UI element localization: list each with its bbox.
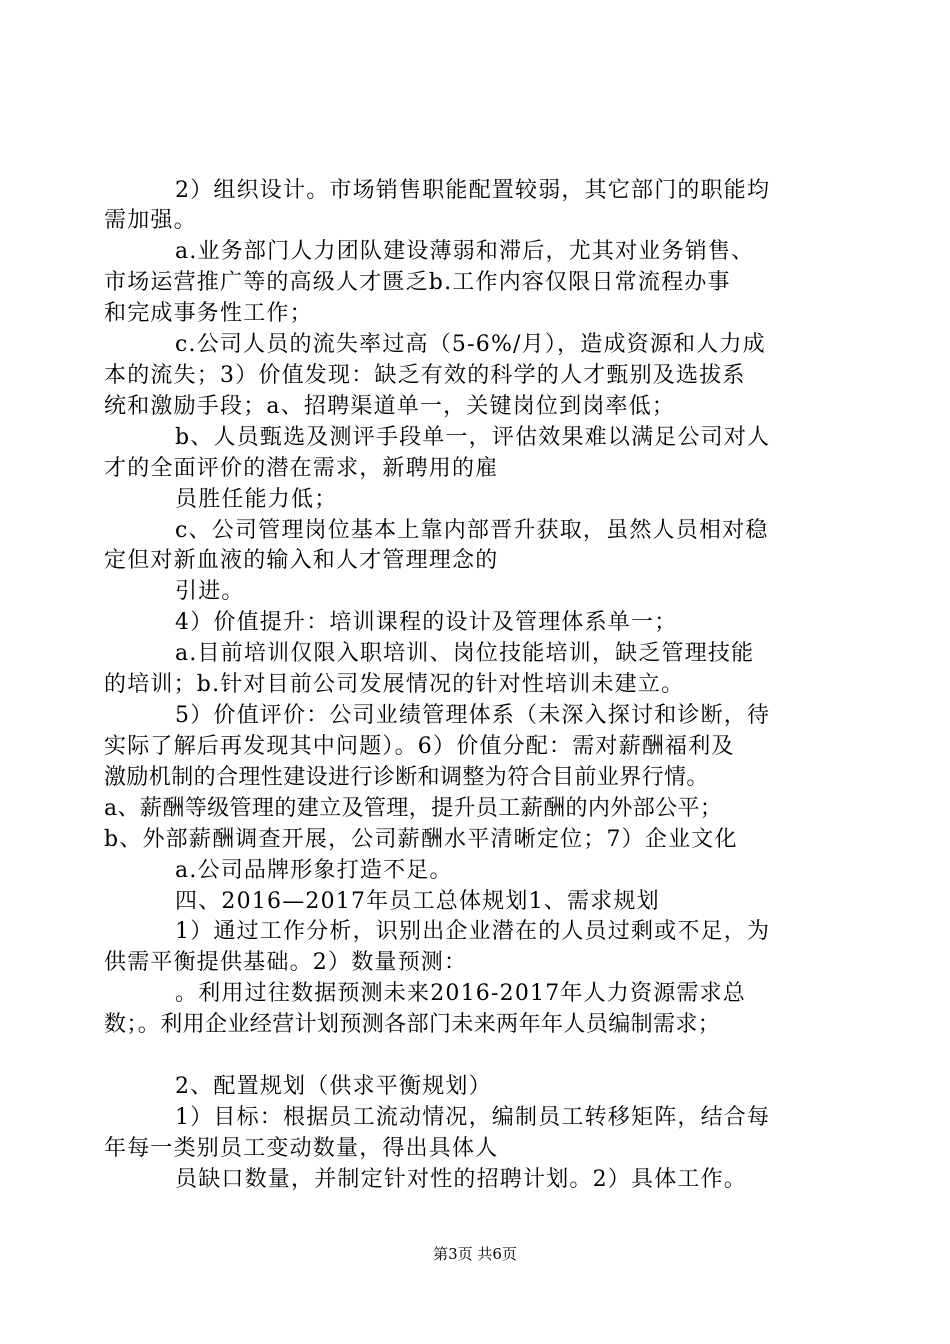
- paragraph-line: a、薪酬等级管理的建立及管理，提升员工薪酬的内外部公平；: [104, 796, 723, 821]
- paragraph-line: 年每一类别员工变动数量，得出具体人: [104, 1136, 499, 1161]
- paragraph-line: 本的流失；3）价值发现：缺乏有效的科学的人才甄别及选拔系: [104, 363, 746, 388]
- paragraph-line: 的培训；b.针对目前公司发展情况的针对性培训未建立。: [104, 672, 685, 697]
- section-heading: 2、配置规划（供求平衡规划）: [175, 1074, 492, 1099]
- paragraph-line: a.公司品牌形象打造不足。: [175, 858, 453, 883]
- paragraph-line: 需加强。: [104, 208, 197, 233]
- paragraph-line: 4）价值提升：培训课程的设计及管理体系单一；: [175, 610, 678, 635]
- paragraph-line: 1）目标：根据员工流动情况，编制员工转移矩阵，结合每: [175, 1105, 771, 1130]
- paragraph-line: 和完成事务性工作；: [104, 301, 313, 326]
- paragraph-line: 员胜任能力低；: [175, 487, 338, 512]
- section-heading: 四、2016—2017年员工总体规划1、需求规划: [175, 889, 660, 914]
- paragraph-line: 数；。利用企业经营计划预测各部门未来两年年人员编制需求；: [104, 1012, 721, 1037]
- paragraph-line: c、公司管理岗位基本上靠内部晋升获取，虽然人员相对稳: [175, 518, 769, 543]
- paragraph-line: c.公司人员的流失率过高（5-6%/月），造成资源和人力成: [175, 332, 766, 357]
- paragraph-line: 实际了解后再发现其中问题）。6）价值分配：需对薪酬福利及: [104, 734, 735, 759]
- paragraph-line: 员缺口数量，并制定针对性的招聘计划。2）具体工作。: [175, 1167, 747, 1192]
- paragraph-line: a.目前培训仅限入职培训、岗位技能培训，缺乏管理技能: [175, 641, 755, 666]
- paragraph-line: 激励机制的合理性建设进行诊断和调整为符合目前业界行情。: [104, 765, 709, 790]
- paragraph-line: 1）通过工作分析，识别出企业潜在的人员过剩或不足，为: [175, 919, 771, 944]
- paragraph-line: 才的全面评价的潜在需求，新聘用的雇: [104, 456, 499, 481]
- paragraph-line: 5）价值评价：公司业绩管理体系（未深入探讨和诊断，待: [175, 703, 771, 728]
- paragraph-line: 供需平衡提供基础。2）数量预测：: [104, 950, 468, 975]
- page-footer: 第3页 共6页: [433, 1245, 517, 1263]
- paragraph-line: b、人员甄选及测评手段单一，评估效果难以满足公司对人: [175, 425, 771, 450]
- paragraph-line: a.业务部门人力团队建设薄弱和滞后，尤其对业务销售、: [175, 239, 755, 264]
- paragraph-line: 引进。: [175, 579, 245, 604]
- paragraph-line: b、外部薪酬调查开展，公司薪酬水平清晰定位；7）企业文化: [104, 827, 738, 852]
- paragraph-line: 市场运营推广等的高级人才匮乏b.工作内容仅限日常流程办事: [104, 270, 731, 295]
- paragraph-line: 统和激励手段；a、招聘渠道单一，关键岗位到岗率低；: [104, 394, 676, 419]
- paragraph-line: 2）组织设计。市场销售职能配置较弱，其它部门的职能均: [175, 178, 771, 203]
- paragraph-line: 。利用过往数据预测未来2016-2017年人力资源需求总: [175, 981, 747, 1006]
- paragraph-line: 定但对新血液的输入和人才管理理念的: [104, 548, 499, 573]
